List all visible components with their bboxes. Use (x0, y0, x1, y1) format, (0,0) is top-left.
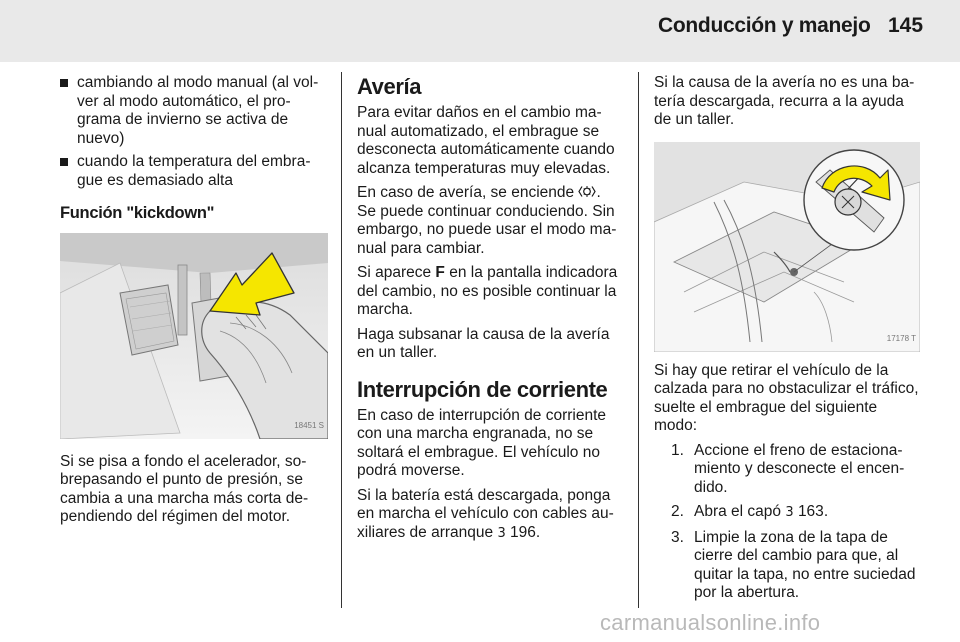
text-run: Si la batería está descargada, ponga en marcha el vehículo con cables auxiliares de arranque (357, 486, 614, 541)
step-text: Limpie la zona de la tapa de cierre del cambio para que, al quitar la tapa, no entre suciedad por la abertura. (694, 528, 916, 601)
step-number: 1. (671, 441, 684, 459)
watermark: carmanualsonline.info (600, 610, 821, 635)
display-letter: F (435, 264, 445, 281)
interrupcion-paragraph (357, 487, 623, 544)
reference-arrow-icon: 3 (785, 505, 794, 520)
page-title: Conducción y manejo (658, 14, 871, 37)
text-run: en la pantalla indicadora del cambio, no es posible continuar la marcha. (357, 264, 618, 318)
step-number: 3. (671, 528, 684, 546)
list-item-text: cuando la temperatura del embrague es demasiado alta (77, 153, 311, 189)
bullet-list (60, 74, 328, 190)
interrupcion-paragraph: En caso de interrupción de corriente con una marcha engranada, no se soltará el embrague. El vehículo no podrá moverse. (357, 406, 607, 479)
text-run: En caso de avería, se enciende (357, 184, 579, 201)
page-header (0, 0, 960, 62)
figure-number: 17178 T (886, 334, 916, 343)
column-right (654, 74, 924, 609)
page-number: 145 (888, 14, 924, 37)
kickdown-description: Si se pisa a fondo el acelerador, sobrepasando el punto de presión, se cambia a una marcha más corta dependiendo del régimen del motor. (60, 452, 309, 525)
gear-warning-icon (578, 185, 596, 198)
averia-paragraph (357, 184, 623, 258)
list-item (654, 503, 924, 523)
averia-paragraph: Haga subsanar la causa de la avería en un taller. (357, 325, 610, 361)
column-divider (638, 72, 639, 608)
pedal-illustration-icon (60, 233, 328, 439)
column-left (60, 74, 328, 533)
square-bullet-icon (60, 79, 68, 87)
workshop-paragraph: Si la causa de la avería no es una batería descargada, recurra a la ayuda de un taller. (654, 74, 915, 128)
transmission-cover-illustration (654, 142, 920, 352)
square-bullet-icon (60, 158, 68, 166)
text-run: . (535, 523, 541, 541)
engine-bay-illustration-icon (654, 142, 920, 352)
interrupcion-heading: Interrupción de corriente (357, 376, 608, 402)
tow-paragraph: Si hay que retirar el vehículo de la calzada para no obstaculizar el tráfico, suelte el embrague del siguiente modo: (654, 361, 919, 434)
column-divider (341, 72, 342, 608)
steps-list (654, 442, 924, 603)
list-item (60, 153, 328, 190)
text-run: . Se puede continuar conduciendo. Sin embargo, no puede usar el modo manual para cambiar. (357, 184, 617, 257)
list-item (654, 529, 924, 603)
figure-number: 18451 S (294, 421, 324, 430)
kickdown-heading: Función "kickdown" (60, 204, 215, 222)
text-run: Si aparece (357, 264, 436, 281)
step-text: . (823, 503, 829, 520)
list-item (60, 74, 328, 148)
averia-paragraph (357, 264, 623, 320)
step-text: Abra el capó (694, 503, 786, 520)
reference-arrow-icon: 3 (497, 525, 506, 541)
step-number: 2. (671, 503, 684, 520)
page-reference-link[interactable]: 163 (797, 503, 824, 520)
list-item (654, 442, 924, 498)
averia-paragraph: Para evitar daños en el cambio manual automatizado, el embrague se desconecta automáticamente cuando alcanza temperaturas muy elevadas. (357, 104, 615, 177)
list-item-text: cambiando al modo manual (al volver al modo automático, el programa de invierno se activa de nuevo) (77, 74, 319, 147)
page-reference-link[interactable]: 196 (510, 523, 536, 541)
column-middle (357, 74, 623, 549)
step-text: Accione el freno de estacionamiento y desconecte el encendido. (694, 441, 905, 496)
averia-heading: Avería (357, 74, 422, 99)
kickdown-illustration (60, 233, 328, 439)
